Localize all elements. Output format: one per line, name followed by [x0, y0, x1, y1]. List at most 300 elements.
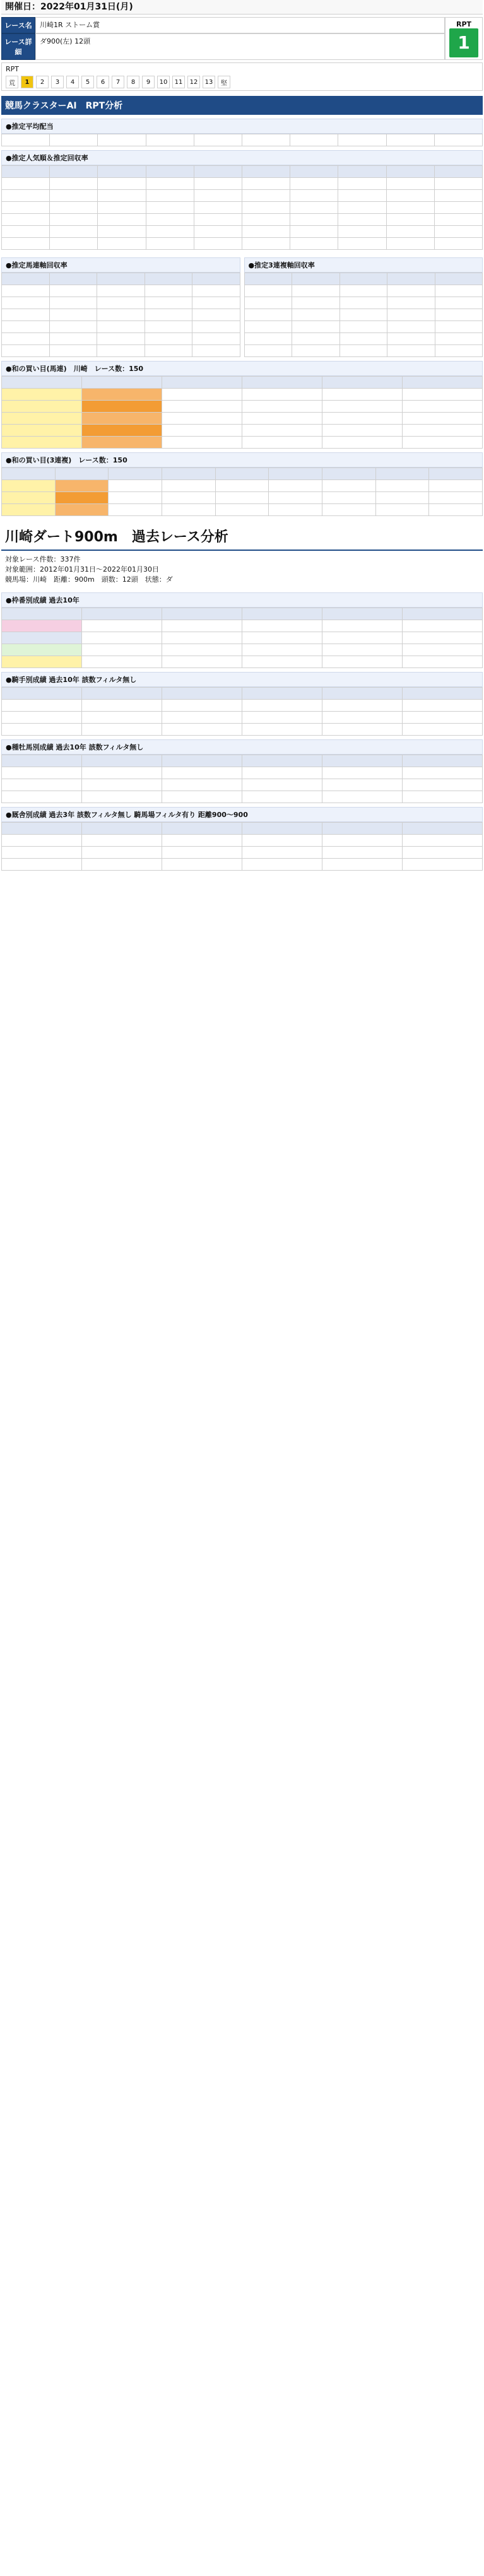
- table-row: [2, 791, 483, 803]
- cell: [386, 190, 434, 202]
- subhead-stable: ●厩舎別成績 過去3年 該数フィルタ無し 騎馬場フィルタ有り 距離900〜900: [1, 807, 483, 822]
- heat-cell: [82, 413, 162, 425]
- col-head: [2, 823, 82, 835]
- table-row: [2, 226, 483, 238]
- cell: [242, 134, 290, 146]
- cell: [375, 480, 429, 492]
- cell: [242, 389, 322, 401]
- heat-cell: [2, 480, 56, 492]
- cell: [322, 389, 403, 401]
- table-row: [2, 401, 483, 413]
- cell: [162, 847, 242, 859]
- cell: [403, 620, 483, 632]
- cell: [403, 791, 483, 803]
- rpt-chip: 6: [97, 76, 109, 88]
- cell: [322, 835, 403, 847]
- umaren-table: [1, 273, 240, 357]
- cell: [387, 333, 435, 345]
- table-row: [2, 214, 483, 226]
- date-label: 開催日：2022年01月31日(月): [5, 2, 133, 12]
- cell: [192, 285, 240, 297]
- table-row: [2, 190, 483, 202]
- col-head: [269, 468, 322, 480]
- table-row: [2, 389, 483, 401]
- cell: [242, 238, 290, 250]
- table-row: [2, 238, 483, 250]
- cell: [434, 178, 482, 190]
- lower-title: 川崎ダート900m 過去レース分析: [1, 522, 483, 551]
- cell: [429, 492, 483, 504]
- cell: [2, 345, 50, 357]
- cell: [162, 712, 242, 724]
- cell: [338, 134, 386, 146]
- cell: [242, 835, 322, 847]
- cell: [242, 779, 322, 791]
- col-head: [215, 468, 269, 480]
- heat-cell: [2, 644, 82, 656]
- table-row: [2, 644, 483, 656]
- rpt-chip: 13: [203, 76, 215, 88]
- cell: [146, 238, 194, 250]
- col-head: [194, 166, 242, 178]
- cell: [242, 847, 322, 859]
- cell: [375, 504, 429, 516]
- cell: [50, 134, 98, 146]
- cell: [162, 724, 242, 736]
- col-head: [192, 273, 240, 285]
- cell: [2, 835, 82, 847]
- cell: [2, 190, 50, 202]
- heat-cell: [2, 425, 82, 437]
- table-row: [2, 437, 483, 449]
- cell: [403, 656, 483, 668]
- cell: [82, 835, 162, 847]
- col-head: [97, 273, 145, 285]
- cell: [322, 644, 403, 656]
- col-head: [403, 377, 483, 389]
- rpt-chip: 8: [127, 76, 139, 88]
- cell: [97, 297, 145, 309]
- rpt-chip: 4: [66, 76, 79, 88]
- cell: [290, 178, 338, 190]
- subhead-popularity: ●推定人気順＆推定回収率: [1, 150, 483, 165]
- cell: [339, 309, 387, 321]
- cell: [145, 285, 192, 297]
- page-root: [0, 0, 484, 874]
- cell: [145, 333, 192, 345]
- col-head: [429, 468, 483, 480]
- rpt-number: 1: [449, 28, 478, 57]
- cell: [194, 238, 242, 250]
- cell: [434, 214, 482, 226]
- cell: [162, 779, 242, 791]
- cell: [2, 178, 50, 190]
- rpt-chip: 荒: [6, 76, 18, 88]
- jockey-table: [1, 687, 483, 736]
- table-row: [2, 859, 483, 871]
- race-header-grid: [1, 17, 483, 60]
- cell: [146, 226, 194, 238]
- table-row: [2, 656, 483, 668]
- heat-cell: [2, 656, 82, 668]
- cell: [338, 238, 386, 250]
- cell: [162, 413, 242, 425]
- col-head: [82, 823, 162, 835]
- cell: [403, 389, 483, 401]
- cell: [162, 504, 215, 516]
- table-row: [2, 480, 483, 492]
- cell: [322, 791, 403, 803]
- cell: [435, 309, 483, 321]
- heat-cell: [2, 620, 82, 632]
- col-head: [322, 755, 403, 767]
- mini-right: [244, 254, 483, 357]
- cell: [338, 178, 386, 190]
- rpt-title: RPT: [456, 20, 472, 28]
- subhead-umaren: ●推定馬連軸回収率: [1, 257, 240, 273]
- table-row: [2, 377, 483, 389]
- rpt-chip: 7: [112, 76, 124, 88]
- col-head: [322, 823, 403, 835]
- subhead-trio: ●推定3連複軸回収率: [244, 257, 483, 273]
- cell: [82, 700, 162, 712]
- rpt-scale: [6, 76, 478, 88]
- cell: [97, 333, 145, 345]
- cell: [403, 859, 483, 871]
- cell: [50, 214, 98, 226]
- cell: [82, 644, 162, 656]
- col-head: [292, 273, 340, 285]
- cell: [242, 859, 322, 871]
- table-row: [2, 425, 483, 437]
- cell: [322, 700, 403, 712]
- cell: [162, 620, 242, 632]
- cell: [292, 309, 340, 321]
- col-head: [162, 468, 215, 480]
- table-row: [2, 297, 240, 309]
- cell: [2, 202, 50, 214]
- wa-umaren-table: [1, 376, 483, 449]
- race-detail-label: レース詳細: [1, 33, 35, 60]
- date-bar: [1, 0, 483, 15]
- cell: [162, 437, 242, 449]
- cell: [2, 712, 82, 724]
- cell: [435, 285, 483, 297]
- cell: [109, 504, 162, 516]
- table-row: [2, 700, 483, 712]
- table-row: [2, 321, 240, 333]
- cell: [290, 238, 338, 250]
- cell: [322, 401, 403, 413]
- popularity-table: [1, 165, 483, 250]
- cell: [242, 190, 290, 202]
- cell: [162, 700, 242, 712]
- cell: [290, 226, 338, 238]
- subhead-wa-trio: ●和の買い目(3連複) レース数：150: [1, 452, 483, 468]
- cell: [2, 238, 50, 250]
- rpt-chip: 12: [187, 76, 200, 88]
- cell: [2, 321, 50, 333]
- cell: [2, 767, 82, 779]
- heat-cell: [55, 480, 109, 492]
- col-head: [403, 755, 483, 767]
- mini-grid: [1, 254, 483, 357]
- cell: [242, 767, 322, 779]
- cell: [386, 214, 434, 226]
- col-head: [162, 688, 242, 700]
- cell: [242, 202, 290, 214]
- col-head: [162, 377, 242, 389]
- heat-cell: [55, 492, 109, 504]
- cell: [162, 656, 242, 668]
- cell: [162, 632, 242, 644]
- col-head: [50, 166, 98, 178]
- col-head: [162, 755, 242, 767]
- col-head: [82, 688, 162, 700]
- table-row: [2, 309, 240, 321]
- cell: [290, 202, 338, 214]
- col-head: [403, 688, 483, 700]
- analysis-title: 競馬クラスターAI RPT分析: [1, 96, 483, 115]
- cell: [403, 767, 483, 779]
- cell: [97, 345, 145, 357]
- cell: [244, 285, 292, 297]
- table-row: [2, 823, 483, 835]
- cell: [82, 847, 162, 859]
- table-row: [2, 285, 240, 297]
- frame-table: [1, 608, 483, 668]
- cell: [82, 859, 162, 871]
- cell: [387, 297, 435, 309]
- meta-line: 対象レース件数：337件: [5, 555, 81, 563]
- col-head: [434, 166, 482, 178]
- col-head: [322, 608, 403, 620]
- cell: [82, 656, 162, 668]
- table-row: [2, 504, 483, 516]
- cell: [2, 847, 82, 859]
- cell: [386, 226, 434, 238]
- table-row: [2, 166, 483, 178]
- cell: [269, 480, 322, 492]
- cell: [50, 190, 98, 202]
- cell: [49, 309, 97, 321]
- cell: [242, 437, 322, 449]
- cell: [194, 226, 242, 238]
- cell: [338, 190, 386, 202]
- cell: [2, 134, 50, 146]
- cell: [322, 413, 403, 425]
- col-head: [242, 377, 322, 389]
- table-row: [2, 273, 240, 285]
- col-head: [2, 688, 82, 700]
- cell: [386, 178, 434, 190]
- cell: [244, 333, 292, 345]
- cell: [145, 297, 192, 309]
- cell: [194, 190, 242, 202]
- cell: [434, 238, 482, 250]
- cell: [338, 226, 386, 238]
- cell: [403, 632, 483, 644]
- col-head: [82, 755, 162, 767]
- table-row: [2, 178, 483, 190]
- mini-left: [1, 254, 240, 357]
- table-row: [2, 712, 483, 724]
- heat-cell: [2, 413, 82, 425]
- heat-cell: [82, 389, 162, 401]
- cell: [146, 214, 194, 226]
- heat-cell: [82, 401, 162, 413]
- subhead-sire: ●種牡馬別成績 過去10年 該数フィルタ無し: [1, 739, 483, 755]
- cell: [97, 309, 145, 321]
- race-name-label: レース名: [1, 17, 35, 33]
- cell: [292, 285, 340, 297]
- cell: [192, 333, 240, 345]
- table-row: [2, 345, 240, 357]
- cell: [2, 285, 50, 297]
- col-head: [82, 608, 162, 620]
- cell: [244, 345, 292, 357]
- cell: [2, 724, 82, 736]
- col-head: [403, 823, 483, 835]
- heat-cell: [2, 437, 82, 449]
- cell: [242, 724, 322, 736]
- cell: [109, 492, 162, 504]
- cell: [322, 437, 403, 449]
- cell: [244, 297, 292, 309]
- col-head: [242, 688, 322, 700]
- subhead-jockey: ●騎手別成績 過去10年 該数フィルタ無し: [1, 672, 483, 687]
- cell: [242, 791, 322, 803]
- cell: [145, 309, 192, 321]
- cell: [242, 401, 322, 413]
- cell: [403, 644, 483, 656]
- cell: [322, 859, 403, 871]
- col-head: [242, 608, 322, 620]
- cell: [435, 321, 483, 333]
- col-head: [109, 468, 162, 480]
- table-row: [244, 297, 483, 309]
- cell: [387, 345, 435, 357]
- col-head: [290, 166, 338, 178]
- table-row: [2, 620, 483, 632]
- cell: [339, 321, 387, 333]
- cell: [322, 492, 375, 504]
- cell: [375, 492, 429, 504]
- cell: [50, 226, 98, 238]
- table-row: [2, 688, 483, 700]
- cell: [435, 345, 483, 357]
- col-head: [375, 468, 429, 480]
- cell: [82, 779, 162, 791]
- cell: [386, 134, 434, 146]
- cell: [162, 425, 242, 437]
- cell: [435, 297, 483, 309]
- cell: [146, 190, 194, 202]
- cell: [49, 297, 97, 309]
- cell: [435, 333, 483, 345]
- table-row: [2, 755, 483, 767]
- col-head: [2, 468, 56, 480]
- col-head: [244, 273, 292, 285]
- cell: [292, 297, 340, 309]
- cell: [82, 767, 162, 779]
- col-head: [162, 823, 242, 835]
- cell: [403, 700, 483, 712]
- cell: [98, 190, 146, 202]
- table-row: [2, 632, 483, 644]
- cell: [242, 656, 322, 668]
- table-row: [244, 285, 483, 297]
- lower-section: [1, 522, 483, 874]
- cell: [98, 238, 146, 250]
- table-row: [2, 835, 483, 847]
- cell: [338, 202, 386, 214]
- cell: [242, 413, 322, 425]
- col-head: [2, 377, 82, 389]
- rpt-chip: 9: [142, 76, 155, 88]
- cell: [50, 178, 98, 190]
- wa-trio-table: [1, 468, 483, 516]
- cell: [162, 644, 242, 656]
- cell: [49, 285, 97, 297]
- cell: [2, 214, 50, 226]
- col-head: [242, 823, 322, 835]
- rpt-chip: 10: [157, 76, 170, 88]
- cell: [322, 632, 403, 644]
- cell: [162, 835, 242, 847]
- cell: [429, 504, 483, 516]
- heat-cell: [82, 437, 162, 449]
- cell: [2, 226, 50, 238]
- cell: [50, 202, 98, 214]
- cell: [339, 345, 387, 357]
- cell: [322, 712, 403, 724]
- rpt-scale-row: [1, 62, 483, 91]
- cell: [387, 285, 435, 297]
- table-row: [2, 202, 483, 214]
- heat-cell: [55, 504, 109, 516]
- cell: [2, 333, 50, 345]
- cell: [242, 214, 290, 226]
- cell: [322, 767, 403, 779]
- col-head: [322, 468, 375, 480]
- col-head: [146, 166, 194, 178]
- col-head: [242, 166, 290, 178]
- col-head: [2, 273, 50, 285]
- cell: [322, 620, 403, 632]
- cell: [109, 480, 162, 492]
- race-detail-value: ダ900(左) 12頭: [35, 33, 445, 60]
- cell: [162, 389, 242, 401]
- cell: [322, 656, 403, 668]
- subhead-avg-payout: ●推定平均配当: [1, 119, 483, 134]
- cell: [97, 285, 145, 297]
- cell: [403, 413, 483, 425]
- cell: [403, 437, 483, 449]
- cell: [434, 190, 482, 202]
- lower-meta: [1, 551, 483, 589]
- col-head: [2, 755, 82, 767]
- cell: [98, 134, 146, 146]
- table-row: [244, 273, 483, 285]
- avg-payout-table: [1, 134, 483, 146]
- cell: [403, 401, 483, 413]
- heat-cell: [2, 632, 82, 644]
- table-row: [2, 333, 240, 345]
- stable-table: [1, 822, 483, 871]
- subhead-wa-umaren: ●和の買い目(馬連) 川崎 レース数：150: [1, 361, 483, 376]
- cell: [242, 632, 322, 644]
